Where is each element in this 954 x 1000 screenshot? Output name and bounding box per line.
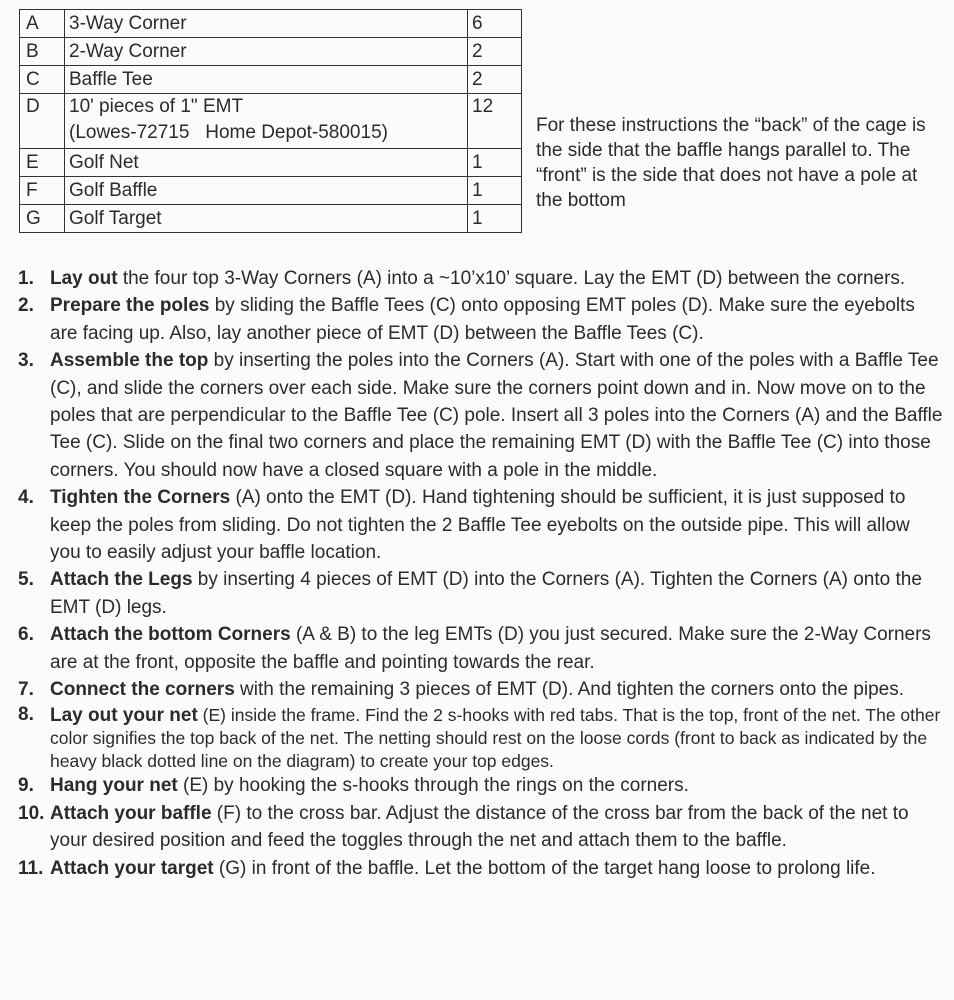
table-row <box>20 94 522 149</box>
part-qty: 2 <box>468 66 522 94</box>
parts-table <box>19 9 522 233</box>
part-name: 2-Way Corner <box>65 38 468 66</box>
table-row <box>20 66 522 94</box>
step-number: 4. <box>18 487 34 509</box>
step-heading: Assemble the top <box>50 350 209 372</box>
part-name-line1: 10' pieces of 1" EMT <box>69 96 244 117</box>
step-heading: Lay out your net <box>50 704 198 726</box>
step-text: the four top 3-Way Corners (A) into a ~10’x10’ square. Lay the EMT (D) between the corners. <box>117 268 906 289</box>
step-number: 5. <box>18 569 34 591</box>
step-heading: Connect the corners <box>50 679 235 701</box>
part-name: 3-Way Corner <box>65 10 468 38</box>
table-row <box>20 38 522 66</box>
step-text: (F) to the cross bar. Adjust the distance of the cross bar from the back of the net to your desired position and feed the toggles through the net and attach them to the baffle. <box>50 802 909 852</box>
table-row <box>20 177 522 205</box>
part-qty: 1 <box>468 177 522 205</box>
list-item <box>18 292 943 347</box>
table-row <box>20 149 522 177</box>
step-text: (A & B) to the leg EMTs (D) you just secured. Make sure the 2-Way Corners are at the front, opposite the baffle and pointing towards the rear. <box>50 624 931 673</box>
step-number: 11. <box>18 857 44 879</box>
table-row <box>20 10 522 38</box>
part-name: Golf Baffle <box>65 177 468 205</box>
step-number: 6. <box>18 624 34 646</box>
step-text: with the remaining 3 pieces of EMT (D). And tighten the corners onto the pipes. <box>234 679 904 701</box>
instruction-steps <box>18 265 943 882</box>
list-item <box>18 484 943 566</box>
table-row <box>20 205 522 233</box>
step-text: (E) by hooking the s-hooks through the rings on the corners. <box>177 775 689 797</box>
part-letter: E <box>20 149 65 177</box>
part-letter: B <box>20 38 65 66</box>
step-text: (G) in front of the baffle. Let the bottom of the target hang loose to prolong life. <box>213 857 876 879</box>
step-number: 7. <box>18 679 34 701</box>
part-qty: 12 <box>468 94 522 149</box>
part-letter: D <box>20 94 65 149</box>
part-qty: 1 <box>468 205 522 233</box>
part-letter: G <box>20 205 65 233</box>
list-item <box>18 347 943 484</box>
part-letter: F <box>20 177 65 205</box>
step-number: 8. <box>18 703 34 725</box>
step-number: 2. <box>18 295 34 317</box>
step-text: by inserting the poles into the Corners (A). Start with one of the poles with a Baffle Tee (C), and slide the corners over each side. Make sure the corners point down and in. Now move on to the poles that are perpendicular to the Baffle Tee (C) pole. Insert all 3 poles into the Corners (A) and the Baffle Tee (C). Slide on the final two corners and place the remaining EMT (D) with the Baffle Tee (C) into those corners. You should now have a closed square with a pole in the middle. <box>50 350 943 481</box>
step-heading: Prepare the poles <box>50 295 210 317</box>
list-item <box>18 265 943 292</box>
part-qty: 6 <box>468 10 522 38</box>
orientation-note: For these instructions the “back” of the cage is the side that the baffle hangs parallel to. The “front” is the side that does not have a pole at the bottom <box>536 115 926 211</box>
step-number: 9. <box>18 775 34 797</box>
list-item <box>18 800 943 855</box>
part-name: Baffle Tee <box>65 66 468 94</box>
step-text: (A) onto the EMT (D). Hand tightening should be sufficient, it is just supposed to keep the poles from sliding. Do not tighten the 2 Baffle Tee eyebolts on the outside pipe. This will allow you to easily adjust your baffle location. <box>50 487 910 564</box>
part-name-line2: (Lowes-72715 Home Depot-580015) <box>69 122 388 143</box>
list-item <box>18 566 943 621</box>
step-heading: Attach your target <box>50 857 214 879</box>
step-number: 3. <box>18 350 34 372</box>
step-text: (E) inside the frame. Find the 2 s-hooks with red tabs. That is the top, front of the net. The other color signifies the top back of the net. The netting should rest on the loose cords (front to back as indicated by the heavy black dotted line on the diagram) to create your top edges. <box>50 704 941 771</box>
step-text: by inserting 4 pieces of EMT (D) into the Corners (A). Tighten the Corners (A) onto the EMT (D) legs. <box>50 569 922 618</box>
step-heading: Lay out <box>50 268 118 289</box>
step-heading: Attach the bottom Corners <box>50 624 291 646</box>
part-qty: 2 <box>468 38 522 66</box>
part-name <box>65 94 468 149</box>
part-name: Golf Target <box>65 205 468 233</box>
list-item <box>18 704 943 773</box>
step-heading: Tighten the Corners <box>50 487 231 509</box>
part-letter: C <box>20 66 65 94</box>
step-heading: Attach the Legs <box>50 569 193 591</box>
part-letter: A <box>20 10 65 38</box>
list-item <box>18 676 943 703</box>
list-item <box>18 855 943 882</box>
list-item <box>18 772 943 799</box>
step-number: 1. <box>18 268 34 289</box>
part-name: Golf Net <box>65 149 468 177</box>
step-number: 10. <box>18 802 45 824</box>
list-item <box>18 621 943 676</box>
part-qty: 1 <box>468 149 522 177</box>
step-heading: Hang your net <box>50 775 178 797</box>
step-text: by sliding the Baffle Tees (C) onto opposing EMT poles (D). Make sure the eyebolts are facing up. Also, lay another piece of EMT (D) between the Baffle Tees (C). <box>50 295 915 344</box>
step-heading: Attach your baffle <box>50 802 212 824</box>
